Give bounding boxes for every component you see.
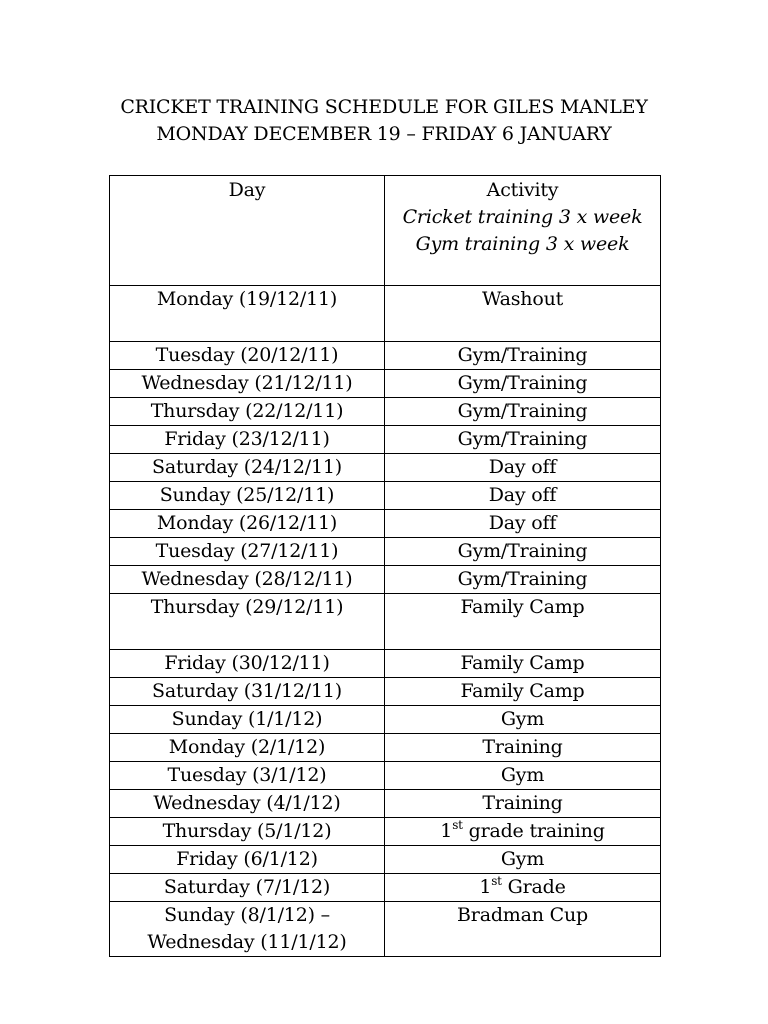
day-cell: Monday (26/12/11) — [110, 510, 385, 538]
activity-cell: Gym/Training — [385, 566, 661, 594]
table-row — [110, 482, 661, 510]
table-row — [110, 762, 661, 790]
header-note-cricket: Cricket training 3 x week — [402, 206, 643, 228]
day-cell: Tuesday (27/12/11) — [110, 538, 385, 566]
title-line-1: CRICKET TRAINING SCHEDULE FOR GILES MANLEY — [120, 96, 648, 118]
activity-cell: 1st grade training — [385, 818, 661, 846]
title-line-2: MONDAY DECEMBER 19 – FRIDAY 6 JANUARY — [156, 123, 612, 145]
table-row — [110, 286, 661, 342]
table-row — [110, 902, 661, 957]
activity-cell: Gym/Training — [385, 370, 661, 398]
day-cell: Saturday (24/12/11) — [110, 454, 385, 482]
day-cell: Sunday (8/1/12) – Wednesday (11/1/12) — [110, 902, 385, 957]
activity-cell: Gym/Training — [385, 538, 661, 566]
activity-cell: Day off — [385, 510, 661, 538]
table-row — [110, 874, 661, 902]
activity-cell: Gym — [385, 706, 661, 734]
activity-cell: Gym/Training — [385, 398, 661, 426]
activity-cell: Day off — [385, 482, 661, 510]
table-row — [110, 706, 661, 734]
table-row — [110, 426, 661, 454]
table-row — [110, 734, 661, 762]
table-row — [110, 370, 661, 398]
table-row — [110, 594, 661, 650]
day-cell: Friday (30/12/11) — [110, 650, 385, 678]
day-cell: Wednesday (4/1/12) — [110, 790, 385, 818]
day-cell: Friday (23/12/11) — [110, 426, 385, 454]
header-day: Day — [110, 176, 385, 286]
table-header-row — [110, 176, 661, 286]
day-cell: Saturday (31/12/11) — [110, 678, 385, 706]
day-cell: Sunday (25/12/11) — [110, 482, 385, 510]
day-cell: Thursday (5/1/12) — [110, 818, 385, 846]
activity-cell: Gym/Training — [385, 342, 661, 370]
day-cell: Tuesday (20/12/11) — [110, 342, 385, 370]
table-row — [110, 818, 661, 846]
table-row — [110, 510, 661, 538]
day-cell: Saturday (7/1/12) — [110, 874, 385, 902]
ordinal-suffix: st — [491, 873, 502, 888]
day-cell: Monday (2/1/12) — [110, 734, 385, 762]
table-row — [110, 846, 661, 874]
activity-cell: Washout — [385, 286, 661, 342]
header-note-gym: Gym training 3 x week — [415, 233, 630, 255]
header-activity — [385, 176, 661, 286]
activity-cell: Family Camp — [385, 594, 661, 650]
activity-cell: Bradman Cup — [385, 902, 661, 957]
activity-cell: Gym — [385, 846, 661, 874]
activity-cell: Family Camp — [385, 678, 661, 706]
day-cell: Wednesday (28/12/11) — [110, 566, 385, 594]
activity-cell: Day off — [385, 454, 661, 482]
ordinal-suffix: st — [452, 817, 463, 832]
day-cell: Wednesday (21/12/11) — [110, 370, 385, 398]
table-row — [110, 650, 661, 678]
day-cell: Sunday (1/1/12) — [110, 706, 385, 734]
table-row — [110, 398, 661, 426]
activity-cell: Gym/Training — [385, 426, 661, 454]
schedule-table — [109, 175, 661, 957]
activity-cell: Family Camp — [385, 650, 661, 678]
day-cell: Friday (6/1/12) — [110, 846, 385, 874]
header-activity-label: Activity — [486, 179, 559, 201]
activity-cell: Training — [385, 734, 661, 762]
table-row — [110, 790, 661, 818]
table-row — [110, 538, 661, 566]
day-cell: Thursday (29/12/11) — [110, 594, 385, 650]
activity-cell: Training — [385, 790, 661, 818]
table-row — [110, 454, 661, 482]
day-cell: Tuesday (3/1/12) — [110, 762, 385, 790]
table-row — [110, 342, 661, 370]
activity-cell: 1st Grade — [385, 874, 661, 902]
page-title — [0, 94, 768, 148]
table-row — [110, 678, 661, 706]
day-cell: Thursday (22/12/11) — [110, 398, 385, 426]
day-cell: Monday (19/12/11) — [110, 286, 385, 342]
table-row — [110, 566, 661, 594]
activity-cell: Gym — [385, 762, 661, 790]
